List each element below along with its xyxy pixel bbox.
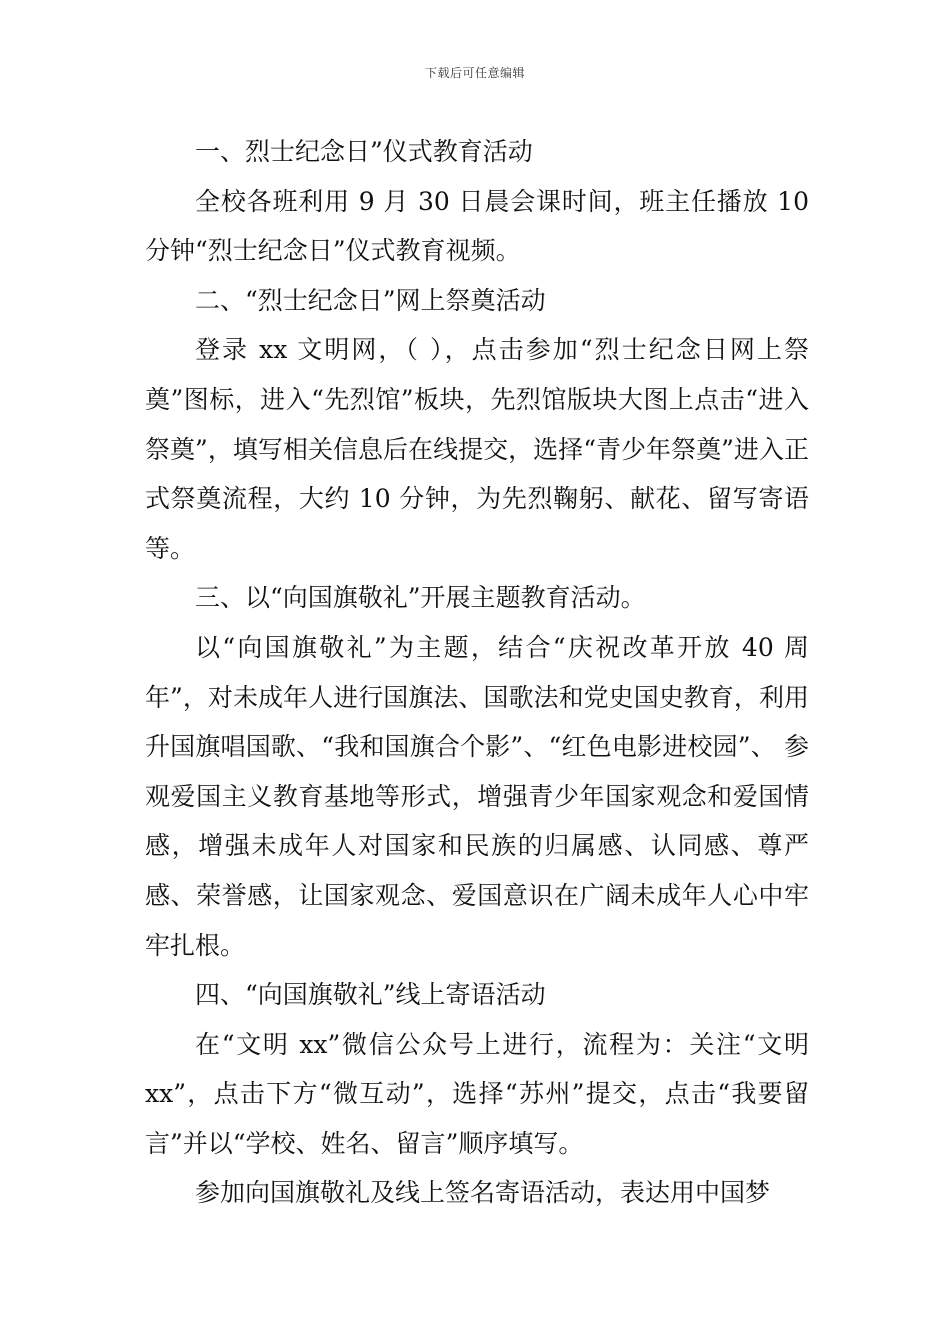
paragraph: 全校各班利用 9 月 30 日晨会课时间，班主任播放 10 分钟“烈士纪念日”仪式教育视频。 xyxy=(145,186,809,266)
paragraph: 登录 xx 文明网，（ ），点击参加“烈士纪念日网上祭奠”图标，进入“先烈馆”板块，先烈馆版块大图上点击“进入祭奠”，填写相关信息后在线提交，选择“青少年祭奠”进入正式祭奠流程，大约 10 分钟，为先烈鞠躬、献花、留写寄语等。 xyxy=(145,335,809,563)
document-body xyxy=(145,127,809,1218)
page-header-note: 下载后可任意编辑 xyxy=(424,66,525,80)
section-heading-2: 二、“烈士纪念日”网上祭奠活动 xyxy=(195,285,546,315)
section-heading-1: 一、烈士纪念日”仪式教育活动 xyxy=(195,137,533,166)
paragraph: 以“向国旗敬礼”为主题，结合“庆祝改革开放 40 周年”，对未成年人进行国旗法、国歌法和党史国史教育，利用升国旗唱国歌、“我和国旗合个影”、“红色电影进校园”、 参观爱国主义教育基地等形式，增强青少年国家观念和爱国情感，增强未成年人对国家和民族的归属感、认同感、尊严感、荣誉感，让国家观念、爱国意识在广阔未成年人心中牢牢扎根。 xyxy=(145,632,809,960)
section-heading-3: 三、以“向国旗敬礼”开展主题教育活动。 xyxy=(195,583,646,613)
paragraph: 在“文明 xx”微信公众号上进行，流程为：关注“文明 xx”，点击下方“微互动”，选择“苏州”提交，点击“我要留言”并以“学校、姓名、留言”顺序填写。 xyxy=(145,1029,809,1158)
paragraph: 参加向国旗敬礼及线上签名寄语活动，表达用中国梦 xyxy=(195,1178,771,1208)
section-heading-4: 四、“向国旗敬礼”线上寄语活动 xyxy=(195,980,546,1010)
